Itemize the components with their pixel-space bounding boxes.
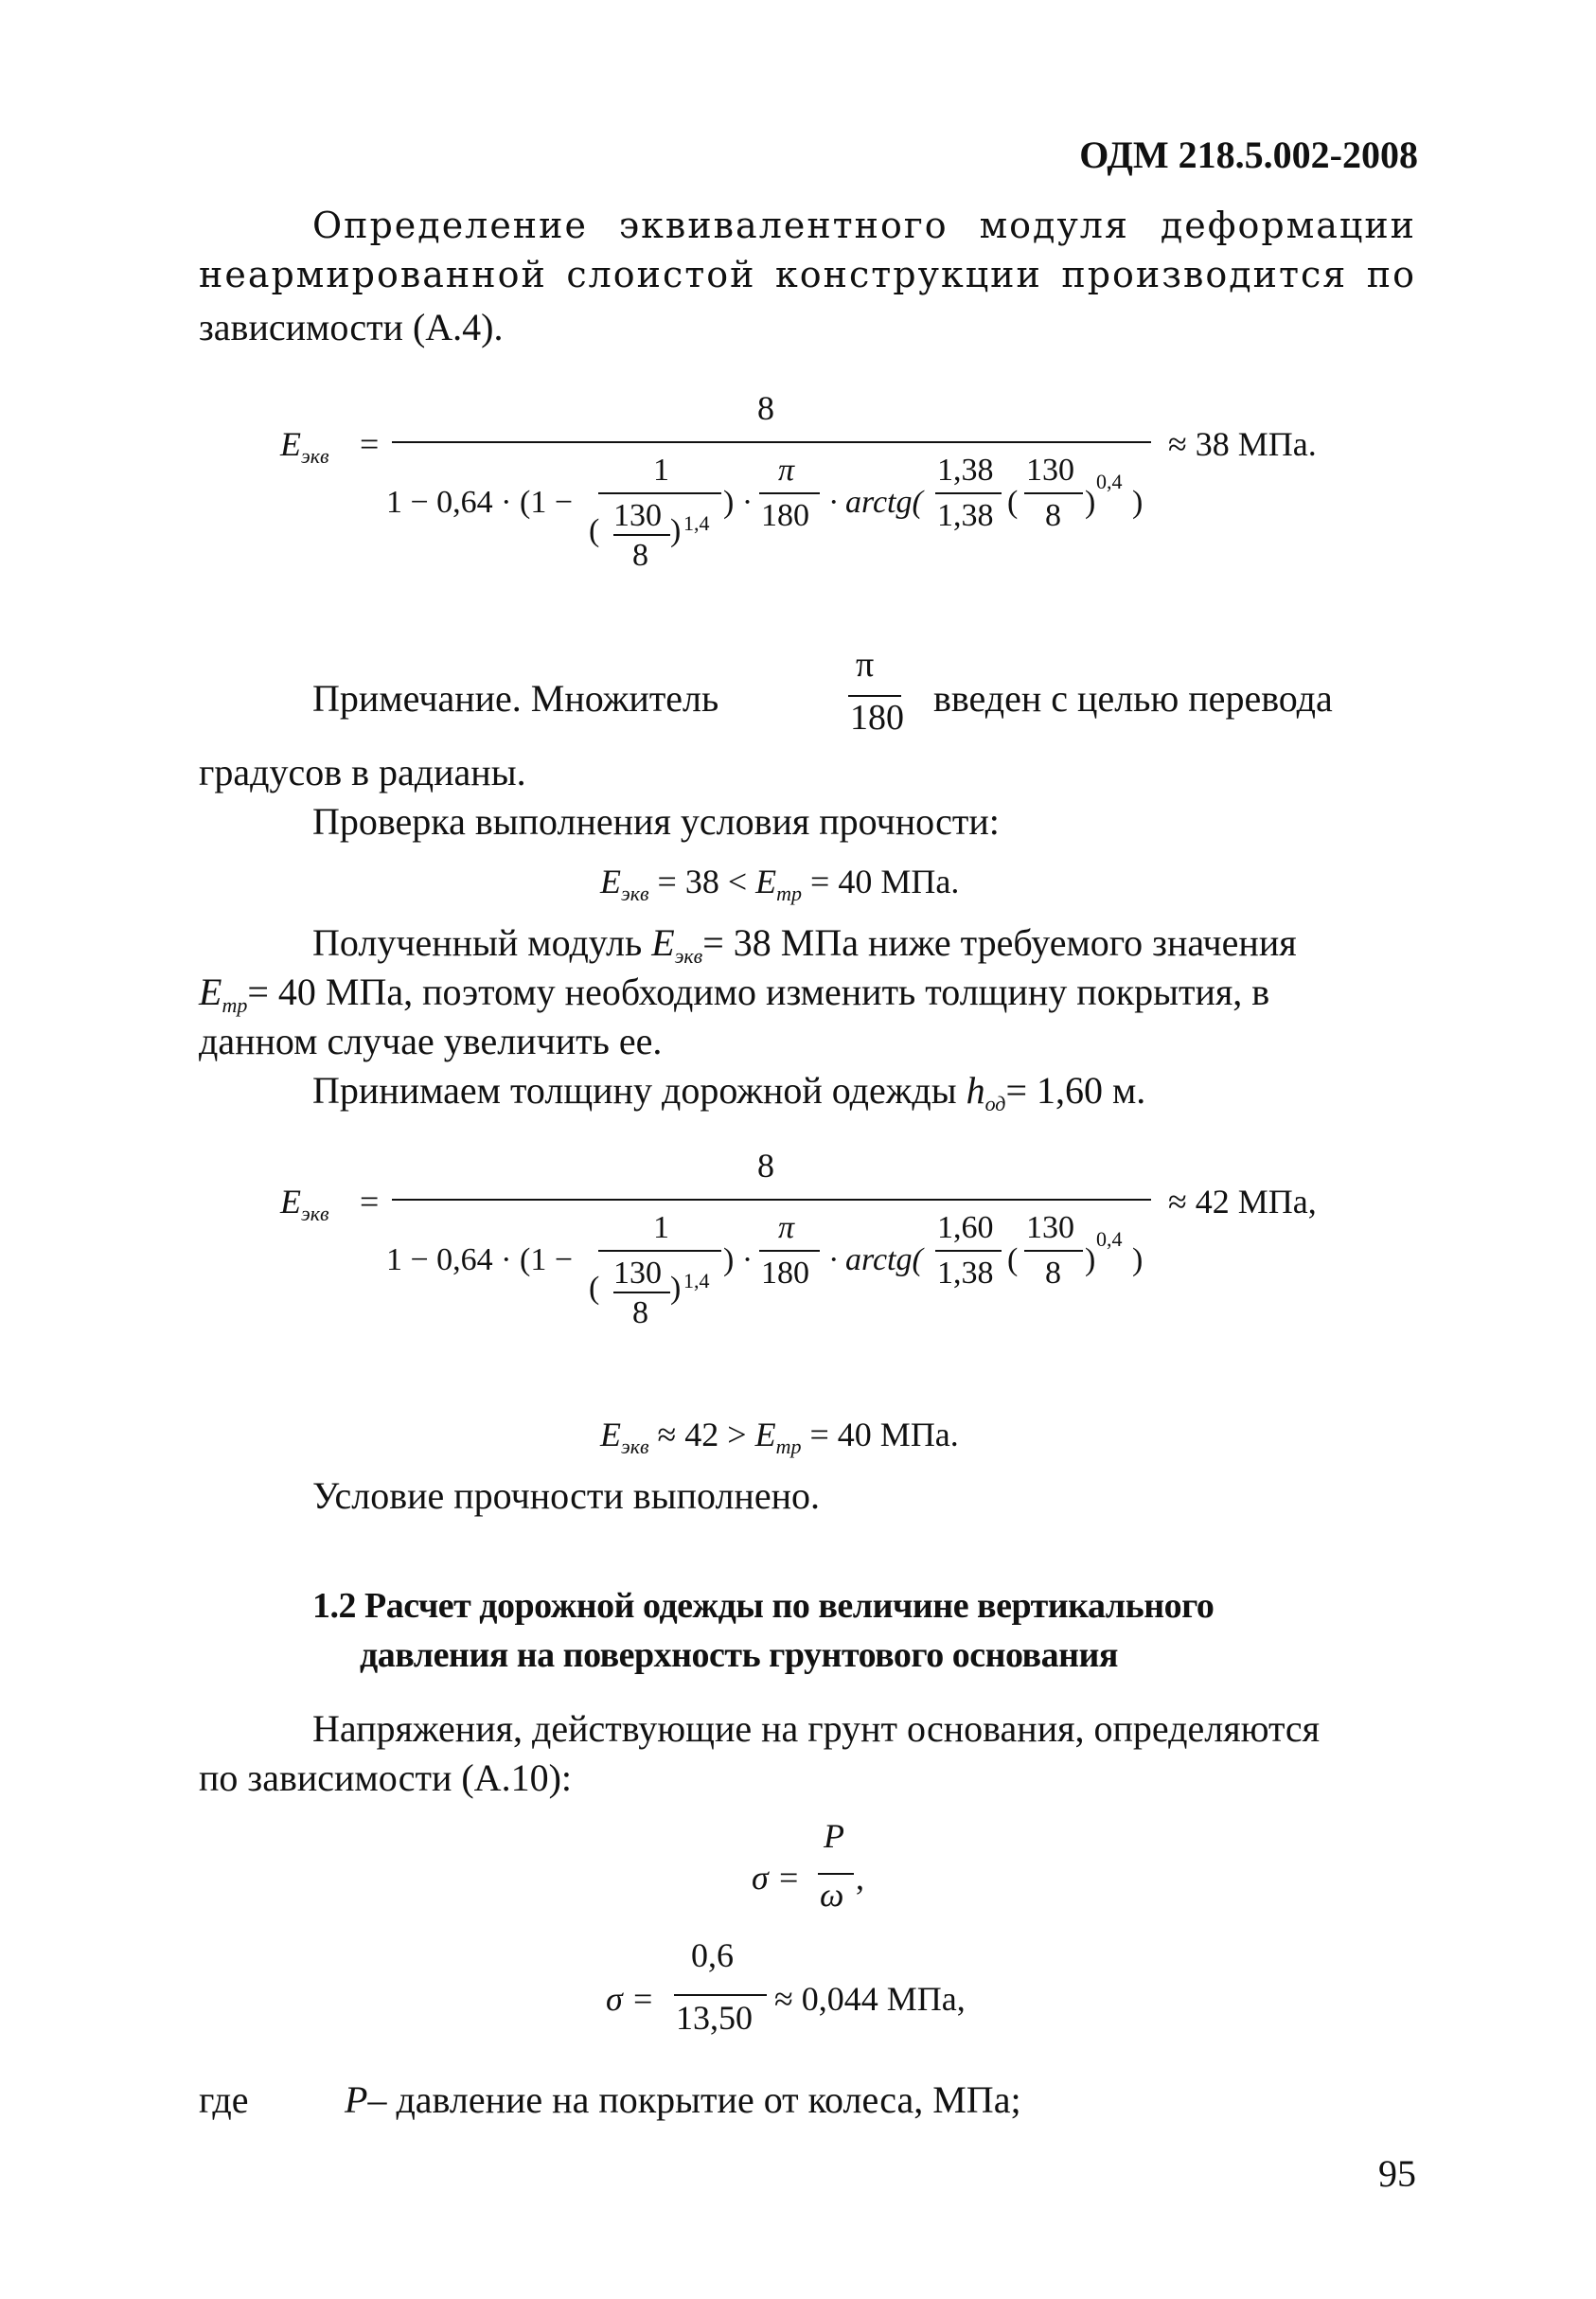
eq2-frac-bar (935, 1250, 1002, 1252)
eq2-180: 180 (761, 1256, 809, 1291)
eq1-130: 130 (613, 498, 662, 533)
sigma1-lhs: σ = (752, 1859, 801, 1897)
eq1-numerator: 8 (757, 389, 774, 427)
eq1-paren-close: ) (670, 513, 682, 548)
document-number: ОДМ 218.5.002-2008 (1079, 134, 1418, 176)
para3-line1: Напряжения, действующие на грунт основания, определяются (312, 1707, 1321, 1750)
sigma2-result: ≈ 0,044 МПа, (774, 1980, 966, 2018)
eq1-frac-den: 1,38 (937, 498, 994, 533)
eq2-exp-1-4: 1,4 (683, 1269, 710, 1292)
eq1-paren2-open: ( (1007, 485, 1019, 520)
sigma1-comma: , (856, 1859, 864, 1897)
eq2-arctg: · arctg( (829, 1242, 923, 1277)
eq1-lhs: $E_{экв}$ (280, 425, 329, 468)
eq2-paren-open: ( (589, 1271, 600, 1306)
check2-formula: $E_{экв} \approx 42 > E_{тр} = 40$ МПа. (600, 1416, 959, 1458)
eq1-exp-1-4: 1,4 (683, 511, 710, 535)
where-word: где (199, 2078, 249, 2121)
para1-line1: Определение эквивалентного модуля деформации (312, 205, 1416, 246)
eq2-exp-0-4: 0,4 (1096, 1227, 1123, 1251)
eq1-result: ≈ 38 МПа. (1168, 425, 1317, 463)
eq1-130-8-bar (613, 534, 670, 536)
eq1-exp-0-4: 0,4 (1096, 470, 1123, 493)
eq1-equals: = (360, 425, 380, 463)
para2-line1: Полученный модуль $E_{экв}= 38$ МПа ниже требуемого значения (312, 921, 1297, 968)
para1-line3: зависимости (А.4). (199, 306, 504, 348)
equation-2 (0, 1136, 1596, 1363)
eq1-8: 8 (632, 538, 648, 573)
eq2-inner-bar (598, 1250, 721, 1252)
eq2-130-8-bar (613, 1292, 670, 1293)
eq2-result: ≈ 42 МПа, (1168, 1183, 1317, 1221)
condition-satisfied: Условие прочности выполнено. (312, 1474, 820, 1517)
eq2-final-close: ) (1132, 1242, 1144, 1277)
section-heading-line1: 1.2 Расчет дорожной одежды по величине вертикального (312, 1586, 1215, 1626)
eq1-paren-open: ( (589, 513, 600, 548)
para3-line2: по зависимости (А.10): (199, 1756, 573, 1799)
eq2-pi-bar (759, 1250, 820, 1252)
eq1-paren2-den: 8 (1045, 498, 1061, 533)
sigma1-den: ω (820, 1876, 844, 1914)
eq1-paren2-bar (1024, 492, 1083, 494)
sigma2-num: 0,6 (691, 1936, 734, 1974)
eq1-paren2-num: 130 (1026, 453, 1074, 488)
eq2-equals: = (360, 1183, 380, 1221)
eq1-180: 180 (761, 498, 809, 533)
eq2-paren2-bar (1024, 1250, 1083, 1252)
note-part1: Примечание. Множитель (312, 677, 719, 720)
sigma2-lhs: σ = (606, 1980, 655, 2018)
eq2-8: 8 (632, 1295, 648, 1330)
where-definition: P– давление на покрытие от колеса, МПа; (345, 2078, 1021, 2121)
eq1-pi-bar (759, 492, 820, 494)
para2-line3: данном случае увеличить ее. (199, 1020, 663, 1062)
eq2-paren2-num: 130 (1026, 1210, 1074, 1245)
sigma2-den: 13,50 (676, 1999, 753, 2037)
note-180: 180 (850, 698, 904, 738)
accept-line: Принимаем толщину дорожной одежды $h_{од}= 1,60$ м. (312, 1069, 1146, 1115)
eq2-main-fraction-bar (392, 1199, 1151, 1201)
sigma1-num: P (824, 1817, 844, 1855)
eq1-arctg: · arctg( (829, 485, 923, 520)
eq1-frac-bar (935, 492, 1002, 494)
para1-line2: неармированной слоистой конструкции производится по (199, 254, 1416, 295)
eq2-130: 130 (613, 1256, 662, 1291)
sigma2-bar (674, 1994, 767, 1996)
equation-1 (0, 379, 1596, 606)
eq1-main-fraction-bar (392, 441, 1151, 443)
note-part2: введен с целью перевода (933, 677, 1333, 720)
eq2-inner-one: 1 (653, 1210, 669, 1245)
eq2-lhs: $E_{экв}$ (280, 1183, 329, 1225)
note-line2: градусов в радианы. (199, 751, 526, 793)
eq1-denominator-lead: 1 − 0,64 · (1 − (386, 485, 573, 520)
eq2-paren2-close: ) (1085, 1242, 1096, 1277)
eq1-inner-bar (598, 492, 721, 494)
page-number: 95 (1378, 2152, 1416, 2195)
note-pi: π (856, 645, 875, 685)
eq1-final-close: ) (1132, 485, 1144, 520)
eq2-numerator: 8 (757, 1147, 774, 1185)
eq2-pi: π (778, 1210, 795, 1245)
eq2-paren2-den: 8 (1045, 1256, 1061, 1291)
eq1-paren2-close: ) (1085, 485, 1096, 520)
eq2-paren-close: ) (670, 1271, 682, 1306)
para2-line2: $E_{тр}= 40$ МПа, поэтому необходимо изменить толщину покрытия, в (199, 971, 1270, 1017)
eq1-pi: π (778, 453, 795, 488)
section-heading-line2: давления на поверхность грунтового основания (360, 1635, 1118, 1675)
eq2-denominator-lead: 1 − 0,64 · (1 − (386, 1242, 573, 1277)
eq1-inner-one: 1 (653, 453, 669, 488)
eq1-frac-num: 1,38 (937, 453, 994, 488)
eq2-close-dot: ) · (723, 1242, 754, 1277)
eq2-paren2-open: ( (1007, 1242, 1019, 1277)
check-heading: Проверка выполнения условия прочности: (312, 800, 1000, 843)
eq2-frac-den: 1,38 (937, 1256, 994, 1291)
check1-formula: $E_{экв} = 38 < E_{тр} = 40$ МПа. (600, 863, 960, 905)
eq1-close-dot: ) · (723, 485, 754, 520)
eq2-frac-num: 1,60 (937, 1210, 994, 1245)
